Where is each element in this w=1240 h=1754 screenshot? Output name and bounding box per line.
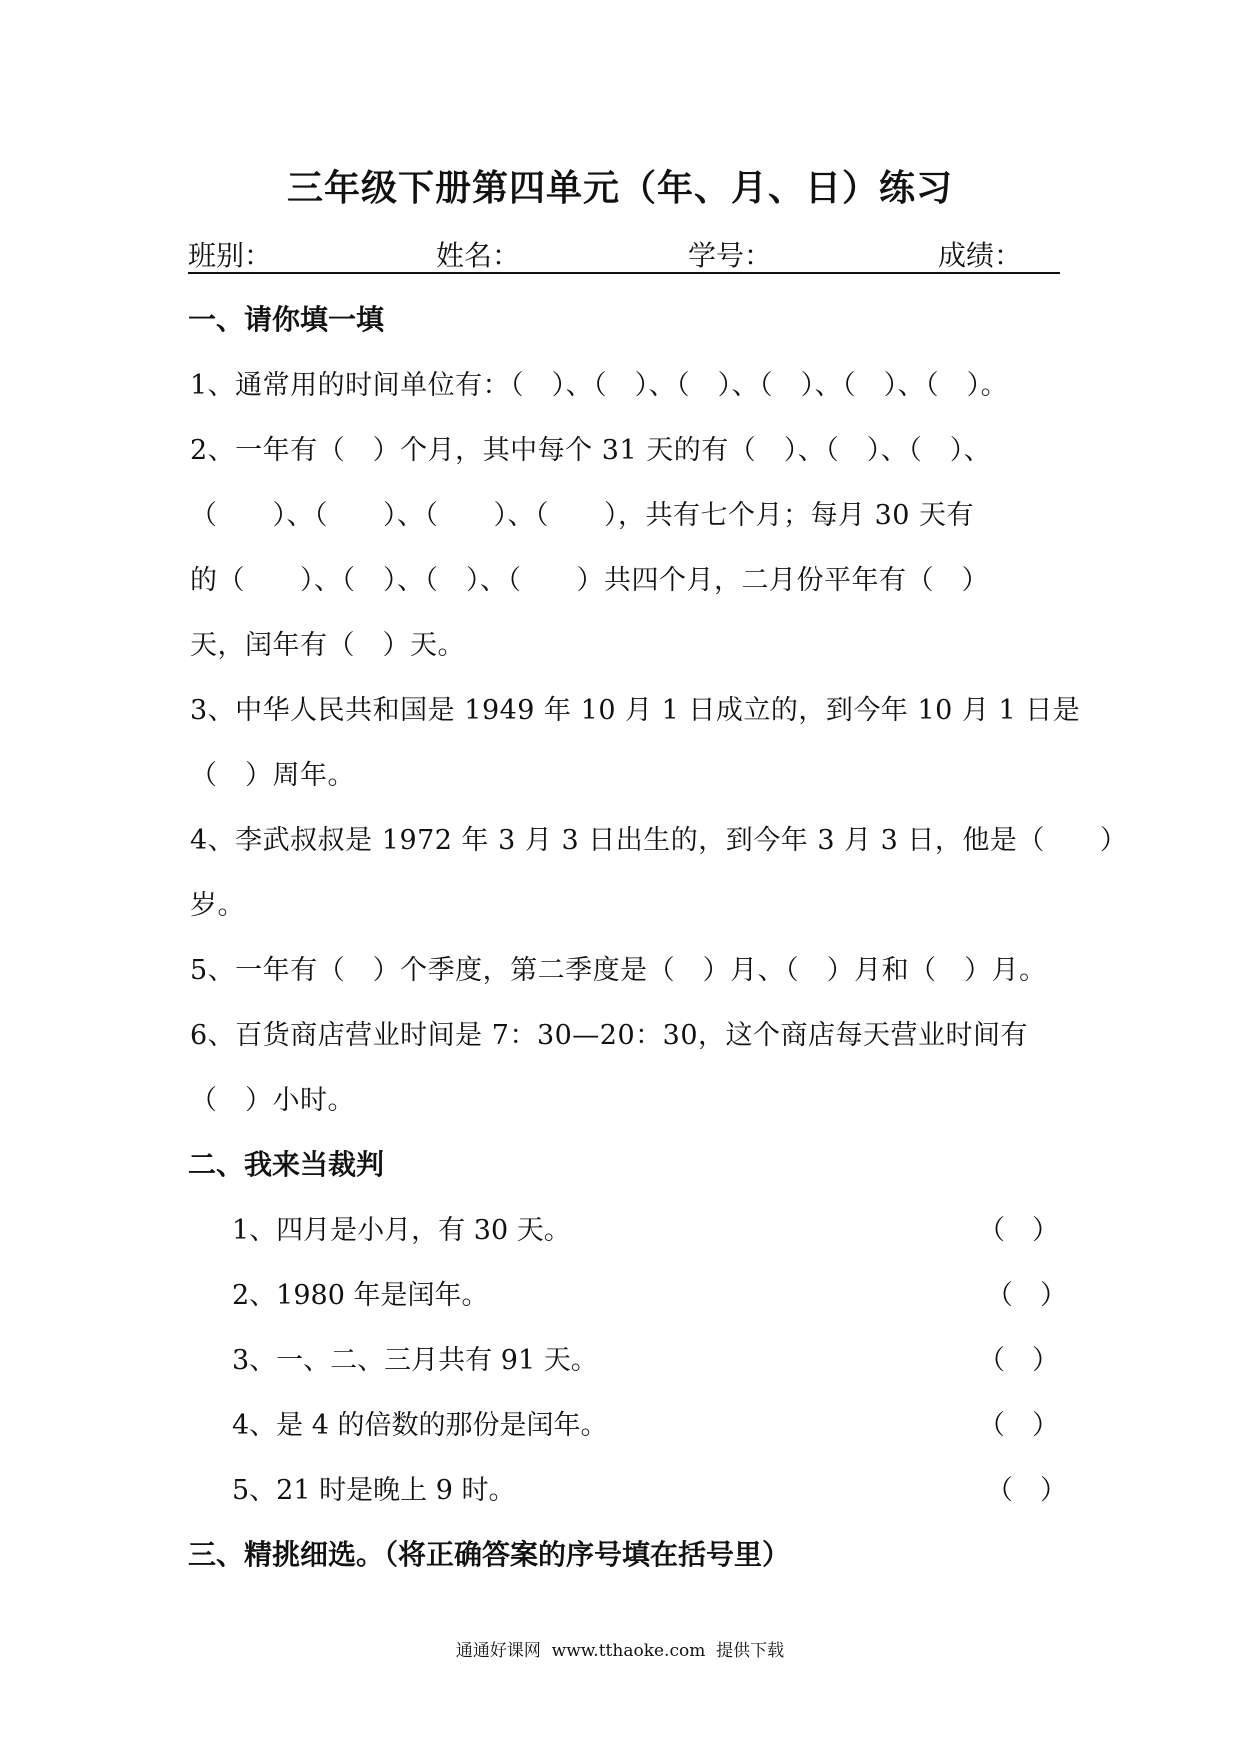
judge-statement: 2、1980 年是闰年。 bbox=[232, 1280, 489, 1311]
judge-answer-paren: （ ） bbox=[978, 1410, 1059, 1441]
judge-answer-paren: （ ） bbox=[978, 1215, 1059, 1246]
judge-statement: 1、四月是小月，有 30 天。 bbox=[232, 1215, 571, 1246]
question-line: （ ）周年。 bbox=[190, 760, 355, 791]
class-label: 班别： bbox=[188, 239, 273, 272]
section-heading-judge: 二、我来当裁判 bbox=[188, 1148, 385, 1181]
student-info-line bbox=[188, 232, 1060, 274]
question-line: （ ）、（ ）、（ ）、（ ），共有七个月；每月 30 天有 bbox=[190, 500, 975, 531]
question-line: 天，闰年有（ ）天。 bbox=[190, 630, 465, 661]
section-heading-multiple-choice: 三、精挑细选。（将正确答案的序号填在括号里） bbox=[188, 1538, 791, 1571]
question-line: 6、百货商店营业时间是 7：30—20：30，这个商店每天营业时间有 bbox=[190, 1020, 1029, 1051]
question-line: 3、中华人民共和国是 1949 年 10 月 1 日成立的，到今年 10 月 1 日是 bbox=[190, 695, 1081, 726]
question-line: 2、一年有（ ）个月，其中每个 31 天的有（ ）、（ ）、（ ）、 bbox=[190, 435, 992, 466]
question-line: 的（ ）、（ ）、（ ）、（ ）共四个月，二月份平年有（ ） bbox=[190, 565, 989, 596]
section-heading-fill-in: 一、请你填一填 bbox=[188, 303, 385, 336]
judge-answer-paren: （ ） bbox=[986, 1475, 1067, 1506]
footer-credit: 通通好课网 www.tthaoke.com 提供下载 bbox=[455, 1641, 785, 1661]
question-line: （ ）小时。 bbox=[190, 1085, 355, 1116]
question-line: 5、一年有（ ）个季度，第二季度是（ ）月、（ ）月和（ ）月。 bbox=[190, 955, 1047, 986]
question-line: 1、通常用的时间单位有：（ ）、（ ）、（ ）、（ ）、（ ）、（ ）。 bbox=[190, 370, 1009, 401]
question-line: 岁。 bbox=[190, 890, 245, 921]
judge-statement: 5、21 时是晚上 9 时。 bbox=[232, 1475, 516, 1506]
judge-statement: 3、一、二、三月共有 91 天。 bbox=[232, 1345, 598, 1376]
judge-answer-paren: （ ） bbox=[978, 1345, 1059, 1376]
judge-answer-paren: （ ） bbox=[986, 1280, 1067, 1311]
question-line: 4、李武叔叔是 1972 年 3 月 3 日出生的，到今年 3 月 3 日，他是（ ） bbox=[190, 825, 1128, 856]
judge-statement: 4、是 4 的倍数的那份是闰年。 bbox=[232, 1410, 608, 1441]
name-label: 姓名： bbox=[436, 239, 521, 272]
student-number-label: 学号： bbox=[688, 239, 773, 272]
page-title: 三年级下册第四单元（年、月、日）练习 bbox=[286, 168, 953, 209]
score-label: 成绩： bbox=[938, 239, 1023, 272]
